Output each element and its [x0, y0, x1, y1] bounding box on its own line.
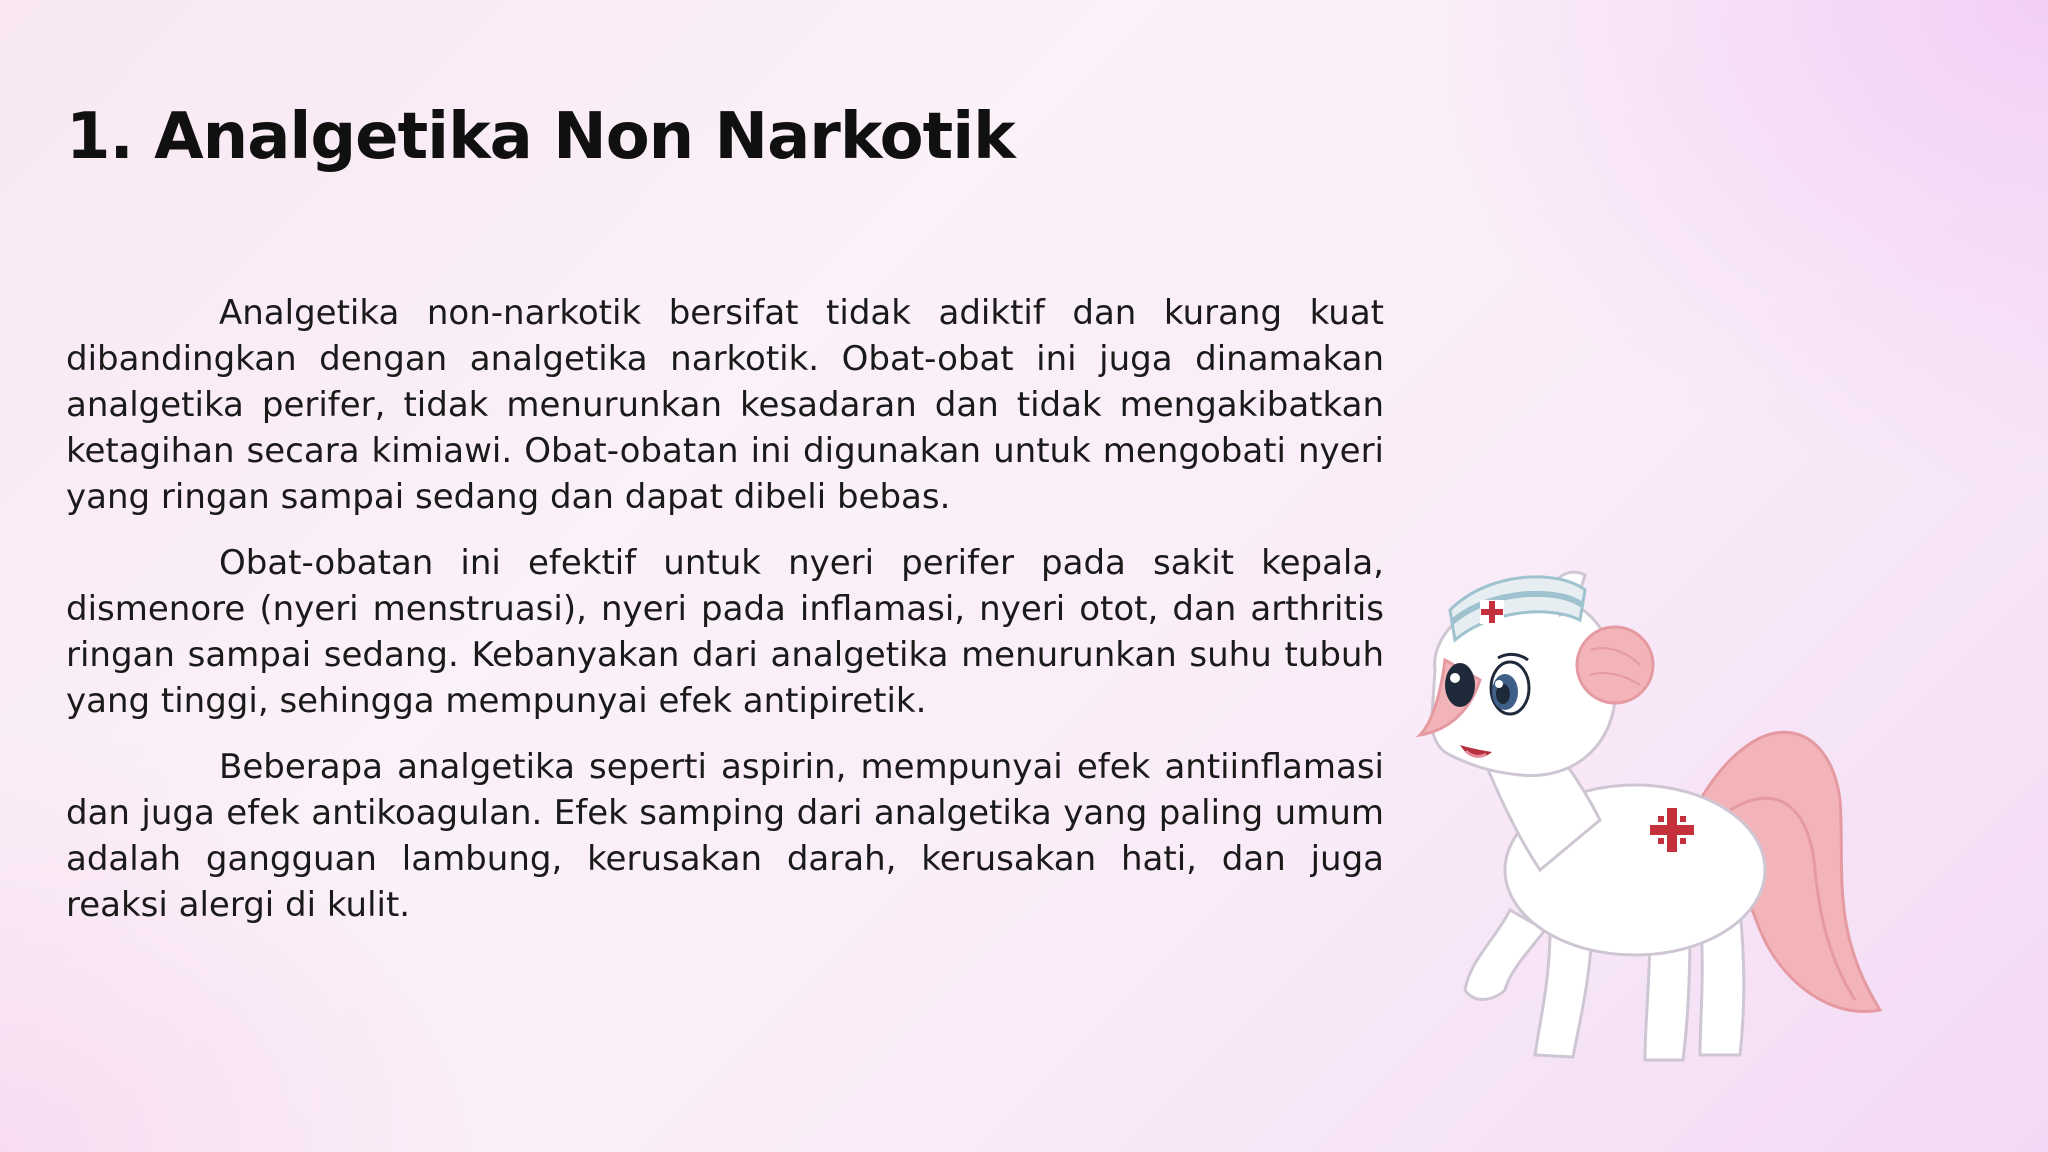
- paragraph-2: Obat-obatan ini efektif untuk nyeri perifer pada sakit kepala, dismenore (nyeri menstruasi), nyeri pada inflamasi, nyeri otot, dan arthritis ringan sampai sedang. Kebanyakan dari analgetika menurunkan suhu tubuh yang tinggi, sehingga mempunyai efek antipiretik.: [66, 543, 1384, 721]
- slide-title: 1. Analgetika Non Narkotik: [66, 100, 1015, 174]
- paragraph-1: Analgetika non-narkotik bersifat tidak adiktif dan kurang kuat dibandingkan dengan analgetika narkotik. Obat-obat ini juga dinamakan analgetika perifer, tidak menurunkan kesadaran dan tidak mengakibatkan ketagihan secara kimiawi. Obat-obatan ini digunakan untuk mengobati nyeri yang ringan sampai sedang dan dapat dibeli bebas.: [66, 293, 1384, 517]
- slide-body: [66, 290, 1384, 948]
- nurse-pony-icon: [1400, 550, 1900, 1090]
- paragraph-3: Beberapa analgetika seperti aspirin, mempunyai efek antiinflamasi dan juga efek antikoagulan. Efek samping dari analgetika yang paling umum adalah gangguan lambung, kerusakan darah, kerusakan hati, dan juga reaksi alergi di kulit.: [66, 747, 1384, 925]
